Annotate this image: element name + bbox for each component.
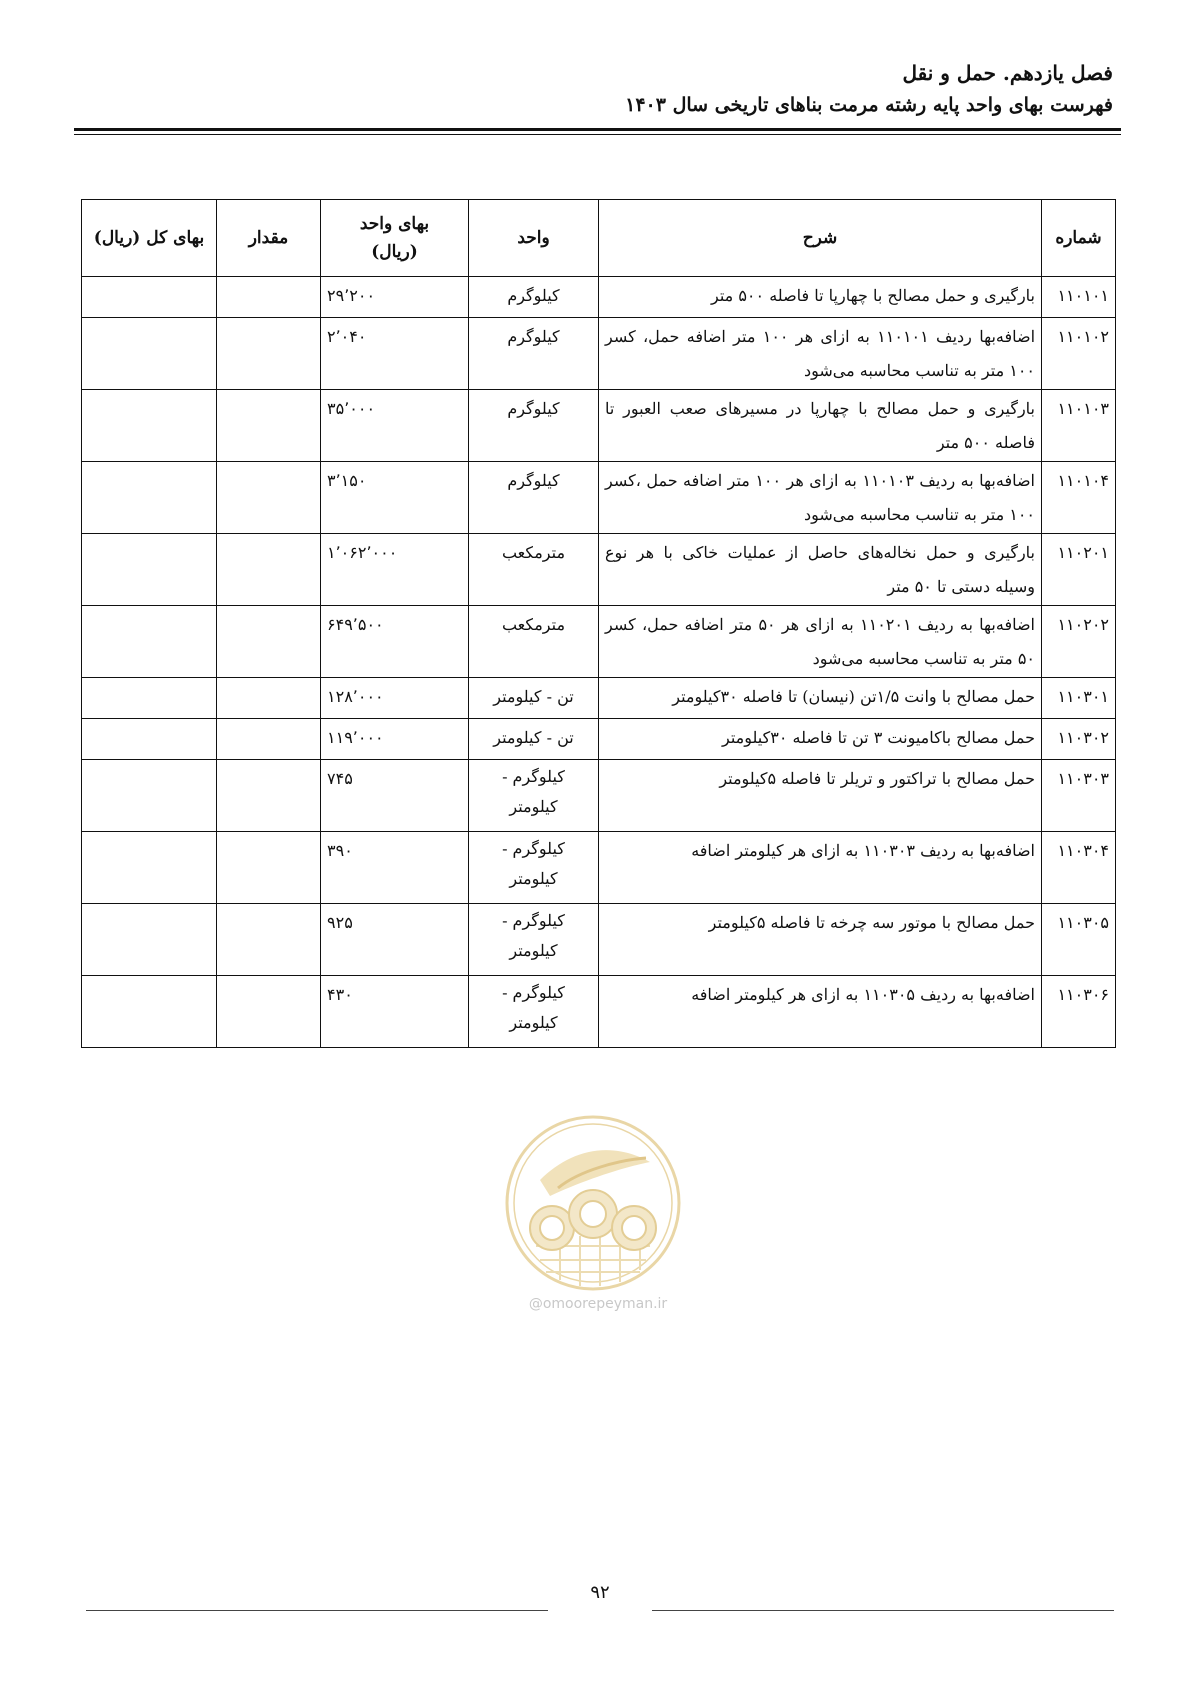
row-quantity <box>217 976 321 1048</box>
row-unit: کیلوگرم <box>469 277 599 318</box>
footer-rule-left <box>86 1610 548 1611</box>
row-number: ۱۱۰۳۰۴ <box>1042 832 1116 904</box>
row-quantity <box>217 832 321 904</box>
row-unit-price: ۷۴۵ <box>321 760 469 832</box>
header-rule-thick <box>74 128 1121 131</box>
row-total <box>82 462 217 534</box>
row-total <box>82 976 217 1048</box>
row-unit-price: ۱٬۰۶۲٬۰۰۰ <box>321 534 469 606</box>
row-total <box>82 678 217 719</box>
row-description: اضافه‌بها ردیف ۱۱۰۱۰۱ به ازای هر ۱۰۰ متر اضافه حمل، کسر ۱۰۰ متر به تناسب محاسبه می‌شود <box>599 318 1042 390</box>
chapter-title: فصل یازدهم. حمل و نقل <box>902 61 1113 85</box>
col-header-number: شماره <box>1042 200 1116 277</box>
row-description: حمل مصالح باکامیونت ۳ تن تا فاصله ۳۰کیلومتر <box>599 719 1042 760</box>
table-row <box>82 904 1116 976</box>
row-unit: کیلوگرم - کیلومتر <box>469 904 599 976</box>
row-unit-price: ۱۲۸٬۰۰۰ <box>321 678 469 719</box>
table-row <box>82 318 1116 390</box>
row-description: اضافه‌بها به ردیف ۱۱۰۳۰۵ به ازای هر کیلومتر اضافه <box>599 976 1042 1048</box>
row-total <box>82 534 217 606</box>
row-description: بارگیری و حمل مصالح با چهارپا تا فاصله ۵۰۰ متر <box>599 277 1042 318</box>
row-description: حمل مصالح با تراکتور و تریلر تا فاصله ۵کیلومتر <box>599 760 1042 832</box>
row-description: حمل مصالح با وانت ۱/۵تن (نیسان) تا فاصله ۳۰کیلومتر <box>599 678 1042 719</box>
row-total <box>82 390 217 462</box>
price-list-table <box>81 199 1116 1048</box>
row-quantity <box>217 277 321 318</box>
row-unit-price: ۳٬۱۵۰ <box>321 462 469 534</box>
row-number: ۱۱۰۳۰۳ <box>1042 760 1116 832</box>
row-unit-price: ۱۱۹٬۰۰۰ <box>321 719 469 760</box>
row-description: اضافه‌بها به ردیف ۱۱۰۳۰۳ به ازای هر کیلومتر اضافه <box>599 832 1042 904</box>
row-description: بارگیری و حمل مصالح با چهارپا در مسیرهای صعب العبور تا فاصله ۵۰۰ متر <box>599 390 1042 462</box>
page-number: ۹۲ <box>590 1582 610 1603</box>
table-row <box>82 976 1116 1048</box>
row-number: ۱۱۰۲۰۲ <box>1042 606 1116 678</box>
row-quantity <box>217 904 321 976</box>
table-row <box>82 606 1116 678</box>
row-number: ۱۱۰۳۰۶ <box>1042 976 1116 1048</box>
table-row <box>82 277 1116 318</box>
table-row <box>82 462 1116 534</box>
row-total <box>82 606 217 678</box>
page-header <box>63 58 1113 120</box>
row-total <box>82 719 217 760</box>
row-unit: کیلوگرم <box>469 462 599 534</box>
row-quantity <box>217 462 321 534</box>
row-unit-price: ۶۴۹٬۵۰۰ <box>321 606 469 678</box>
row-quantity <box>217 318 321 390</box>
footer-rule-right <box>652 1610 1114 1611</box>
row-unit-price: ۳۵٬۰۰۰ <box>321 390 469 462</box>
row-total <box>82 277 217 318</box>
col-header-unit-price: بهای واحد (ریال) <box>321 200 469 277</box>
watermark-url: @omoorepeyman.ir <box>528 1296 668 1312</box>
row-total <box>82 904 217 976</box>
row-number: ۱۱۰۳۰۵ <box>1042 904 1116 976</box>
col-header-unit: واحد <box>469 200 599 277</box>
row-number: ۱۱۰۱۰۴ <box>1042 462 1116 534</box>
table-row <box>82 678 1116 719</box>
document-subtitle: فهرست بهای واحد پایه رشته مرمت بناهای تاریخی سال ۱۴۰۳ <box>625 94 1113 116</box>
row-number: ۱۱۰۱۰۱ <box>1042 277 1116 318</box>
col-header-quantity: مقدار <box>217 200 321 277</box>
row-unit-price: ۳۹۰ <box>321 832 469 904</box>
row-quantity <box>217 606 321 678</box>
row-quantity <box>217 678 321 719</box>
row-description: اضافه‌بها به ردیف ۱۱۰۲۰۱ به ازای هر ۵۰ متر اضافه حمل، کسر ۵۰ متر به تناسب محاسبه می‌شود <box>599 606 1042 678</box>
row-number: ۱۱۰۱۰۳ <box>1042 390 1116 462</box>
row-description: اضافه‌بها به ردیف ۱۱۰۱۰۳ به ازای هر ۱۰۰ متر اضافه حمل ،کسر ۱۰۰ متر به تناسب محاسبه می‌شود <box>599 462 1042 534</box>
row-number: ۱۱۰۲۰۱ <box>1042 534 1116 606</box>
row-number: ۱۱۰۱۰۲ <box>1042 318 1116 390</box>
table-row <box>82 760 1116 832</box>
row-quantity <box>217 719 321 760</box>
row-unit: کیلوگرم - کیلومتر <box>469 760 599 832</box>
table-row <box>82 390 1116 462</box>
row-unit: مترمکعب <box>469 534 599 606</box>
omoorepeyman-logo-watermark <box>500 1110 686 1296</box>
table-row <box>82 534 1116 606</box>
row-total <box>82 760 217 832</box>
row-unit-price: ۲۹٬۲۰۰ <box>321 277 469 318</box>
header-rule-thin <box>74 134 1121 135</box>
row-unit-price: ۲٬۰۴۰ <box>321 318 469 390</box>
row-unit-price: ۴۳۰ <box>321 976 469 1048</box>
row-total <box>82 832 217 904</box>
row-unit: کیلوگرم <box>469 390 599 462</box>
table-header-row <box>82 200 1116 277</box>
table-row <box>82 832 1116 904</box>
row-number: ۱۱۰۳۰۱ <box>1042 678 1116 719</box>
row-number: ۱۱۰۳۰۲ <box>1042 719 1116 760</box>
row-unit: کیلوگرم <box>469 318 599 390</box>
row-quantity <box>217 390 321 462</box>
row-quantity <box>217 534 321 606</box>
col-header-total: بهای کل (ریال) <box>82 200 217 277</box>
row-unit: تن - کیلومتر <box>469 678 599 719</box>
row-total <box>82 318 217 390</box>
row-quantity <box>217 760 321 832</box>
row-unit: تن - کیلومتر <box>469 719 599 760</box>
table-body <box>82 277 1116 1048</box>
table-row <box>82 719 1116 760</box>
row-description: بارگیری و حمل نخاله‌های حاصل از عملیات خاکی با هر نوع وسیله دستی تا ۵۰ متر <box>599 534 1042 606</box>
row-description: حمل مصالح با موتور سه چرخه تا فاصله ۵کیلومتر <box>599 904 1042 976</box>
row-unit-price: ۹۲۵ <box>321 904 469 976</box>
row-unit: مترمکعب <box>469 606 599 678</box>
col-header-description: شرح <box>599 200 1042 277</box>
row-unit: کیلوگرم - کیلومتر <box>469 976 599 1048</box>
row-unit: کیلوگرم - کیلومتر <box>469 832 599 904</box>
